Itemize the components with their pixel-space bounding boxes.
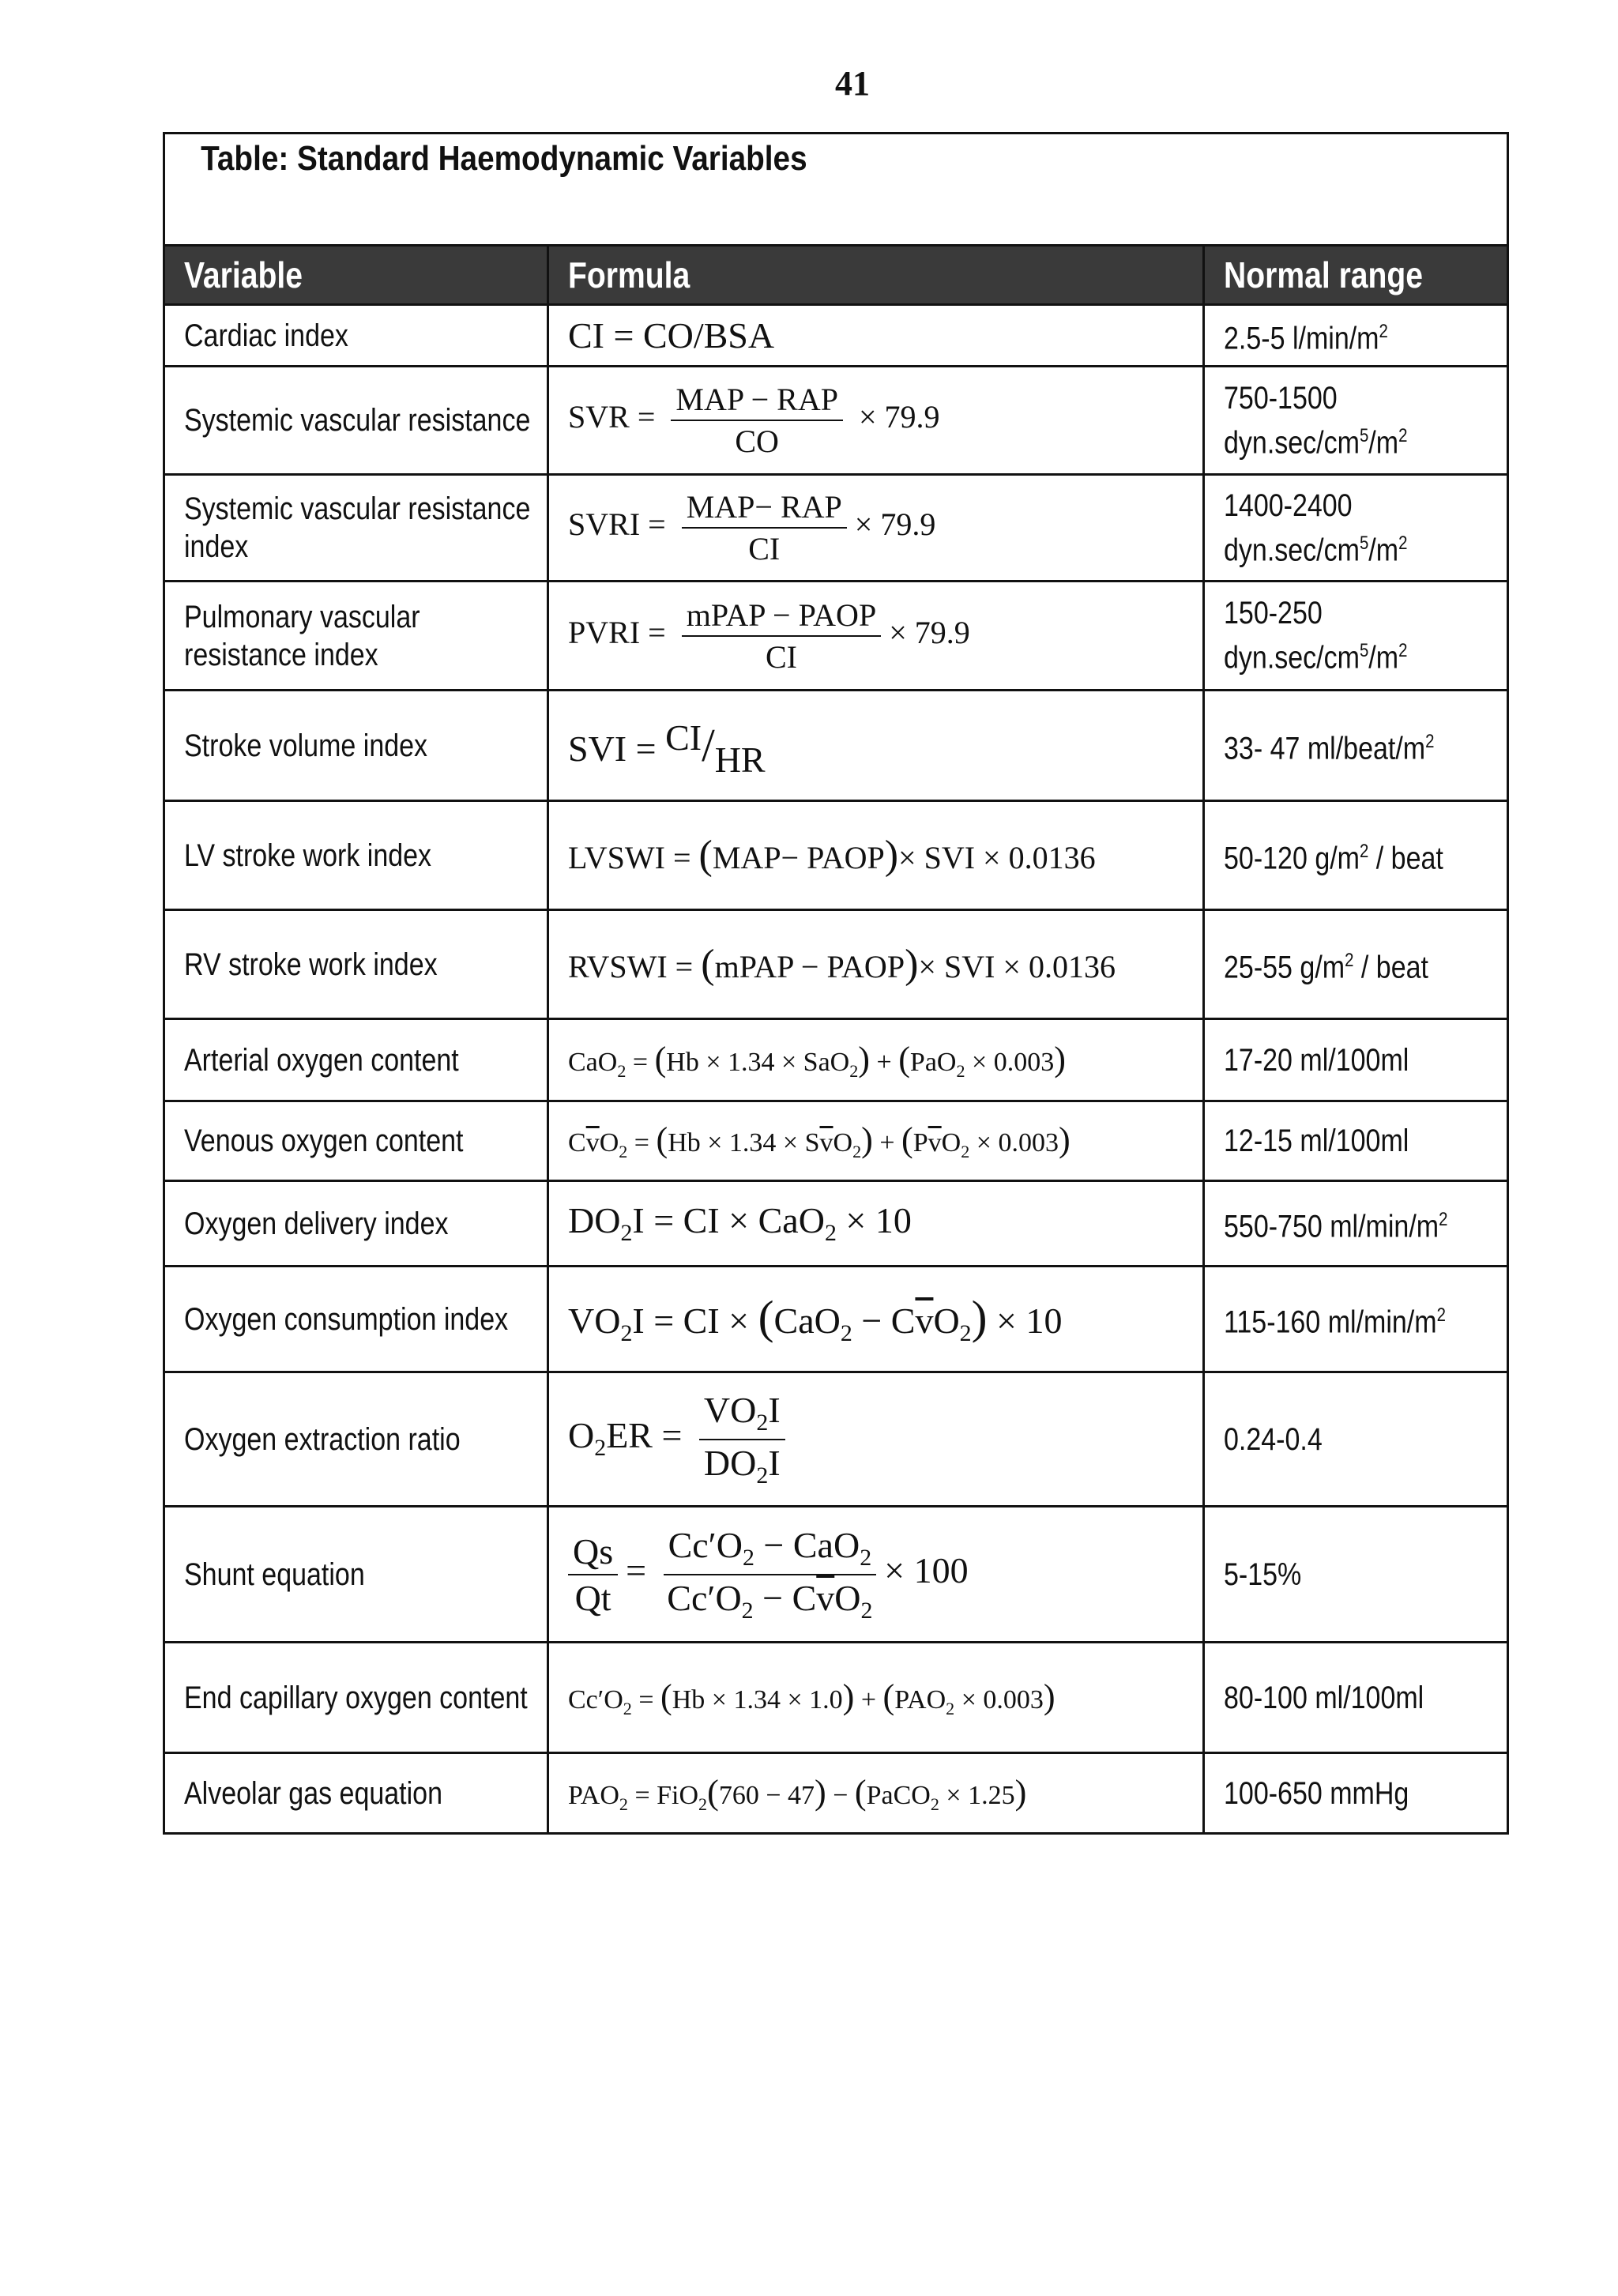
variable-cell: End capillary oxygen content [164,1643,548,1753]
range-cell: 33- 47 $ml/beat/m^2$ [1204,691,1508,801]
table-row [164,1019,1508,1101]
variable-cell: Stroke volume index [164,691,548,801]
formula-cell: $C\overline{v}O_2 = (Hb \times 1.34 \times S\overline{v}O_2) + (P\overline{v}O_2 \times 0.003)$ [548,1101,1204,1181]
table-row [164,691,1508,801]
header-normal-range: Normal range [1204,246,1508,305]
formula-cell: $DO_2I$ = CI × CaO$_2$ × 10 [548,1181,1204,1267]
fraction: $\frac{\text{mPAP − PAOP}}{CI}$ [682,597,882,676]
fraction: $\frac{\text{MAP− RAP}}{CI}$ [682,488,847,567]
range-cell: 115-160 $ml/\min/m^2$ [1204,1267,1508,1372]
range-cell: 50-120 $g/m^2$ / beat [1204,801,1508,910]
variable-cell: Alveolar gas equation [164,1753,548,1834]
header-variable: Variable [164,246,548,305]
table-row [164,801,1508,910]
range-cell: 0.24-0.4 [1204,1372,1508,1507]
variable-cell: LV stroke work index [164,801,548,910]
table-row [164,1267,1508,1372]
variable-cell: Systemic vascular resistance index [164,475,548,582]
range-cell: 2.5-5 $l/\min/m^2$ [1204,305,1508,367]
table-header-row [164,246,1508,305]
formula-cell: $VO_2I$ = CI × $(CaO_2 - C\overline{v}O_2) \times 10$ [548,1267,1204,1372]
formula-cell: LVSWI = (MAP− PAOP)× SVI × 0.0136 [548,801,1204,910]
formula-cell: CaO$_2$ = (Hb × 1.34 × SaO$_2$) + (PaO$_2$ × 0.003) [548,1019,1204,1101]
variable-cell: Arterial oxygen content [164,1019,548,1101]
table-row [164,305,1508,367]
table-row [164,1372,1508,1507]
table-row [164,475,1508,582]
variable-cell: Systemic vascular resistance [164,367,548,475]
formula-cell: SVI = CI/HR [548,691,1204,801]
formula-cell: $O_2ER$ = $\frac{VO_2I}{DO_2I}$ [548,1372,1204,1507]
range-cell: 100-650 mmHg [1204,1753,1508,1834]
formula-text: CI = CO/BSA [568,315,775,356]
fraction: $\frac{\text{MAP − RAP}}{CO}$ [671,381,843,460]
range-cell: 550-750 $ml/\min/m^2$ [1204,1181,1508,1267]
range-cell: 80-100 ml/100ml [1204,1643,1508,1753]
table-row [164,1101,1508,1181]
table-caption-cell [164,134,1508,246]
variable-cell: Cardiac index [164,305,548,367]
range-cell: 12-15 ml/100ml [1204,1101,1508,1181]
table-row [164,1753,1508,1834]
table-caption: Table: Standard Haemodynamic Variables [201,138,807,178]
formula-cell: RVSWI = (mPAP − PAOP)× SVI × 0.0136 [548,910,1204,1019]
range-cell: 150-250 $dyn.\sec/cm^5/m^2$ [1204,582,1508,691]
haemodynamic-table [163,132,1509,1835]
table-row [164,1643,1508,1753]
table-row [164,582,1508,691]
variable-cell: Oxygen extraction ratio [164,1372,548,1507]
range-cell: 25-55 $g/m^2$ / beat [1204,910,1508,1019]
formula-cell: SVRI = $\frac{\text{MAP− RAP}}{CI}$ × 79.9 [548,475,1204,582]
formula-cell [548,305,1204,367]
variable-cell: Oxygen consumption index [164,1267,548,1372]
range-cell: 17-20 ml/100ml [1204,1019,1508,1101]
formula-cell: SVR = $\frac{\text{MAP − RAP}}{CO}$ × 79.9 [548,367,1204,475]
header-formula: Formula [548,246,1204,305]
variable-cell: Pulmonary vascular resistance index [164,582,548,691]
table-row [164,910,1508,1019]
range-cell: 5-15% [1204,1507,1508,1643]
variable-cell: Oxygen delivery index [164,1181,548,1267]
formula-cell: $PAO_2 = FiO_2(760 - 47)$ − (PaCO$_2$ × 1.25) [548,1753,1204,1834]
fraction: $\frac{Cc'O_2 - CaO_2}{Cc'O_2 - C\overline{v}O_2}$ [664,1524,877,1624]
table-row [164,1507,1508,1643]
variable-cell: Shunt equation [164,1507,548,1643]
formula-cell: $\frac{Qs}{Qt}$ = $\frac{Cc'O_2 - CaO_2}{Cc'O_2 - C\overline{v}O_2}$ × 100 [548,1507,1204,1643]
variable-cell: RV stroke work index [164,910,548,1019]
fraction: $\frac{Qs}{Qt}$ [568,1530,618,1619]
range-cell: 1400-2400 $dyn.\sec/cm^5/m^2$ [1204,475,1508,582]
table-row [164,367,1508,475]
fraction: $\frac{VO_2I}{DO_2I}$ [699,1389,785,1489]
range-cell: 750-1500 $dyn.\sec/cm^5/m^2$ [1204,367,1508,475]
page-number: 41 [835,64,870,103]
variable-cell: Venous oxygen content [164,1101,548,1181]
formula-cell: $Cc'O_2 = (Hb \times 1.34 \times 1.0) + (PAO_2 \times 0.003)$ [548,1643,1204,1753]
table-row [164,1181,1508,1267]
formula-cell: PVRI = $\frac{\text{mPAP − PAOP}}{CI}$ × 79.9 [548,582,1204,691]
